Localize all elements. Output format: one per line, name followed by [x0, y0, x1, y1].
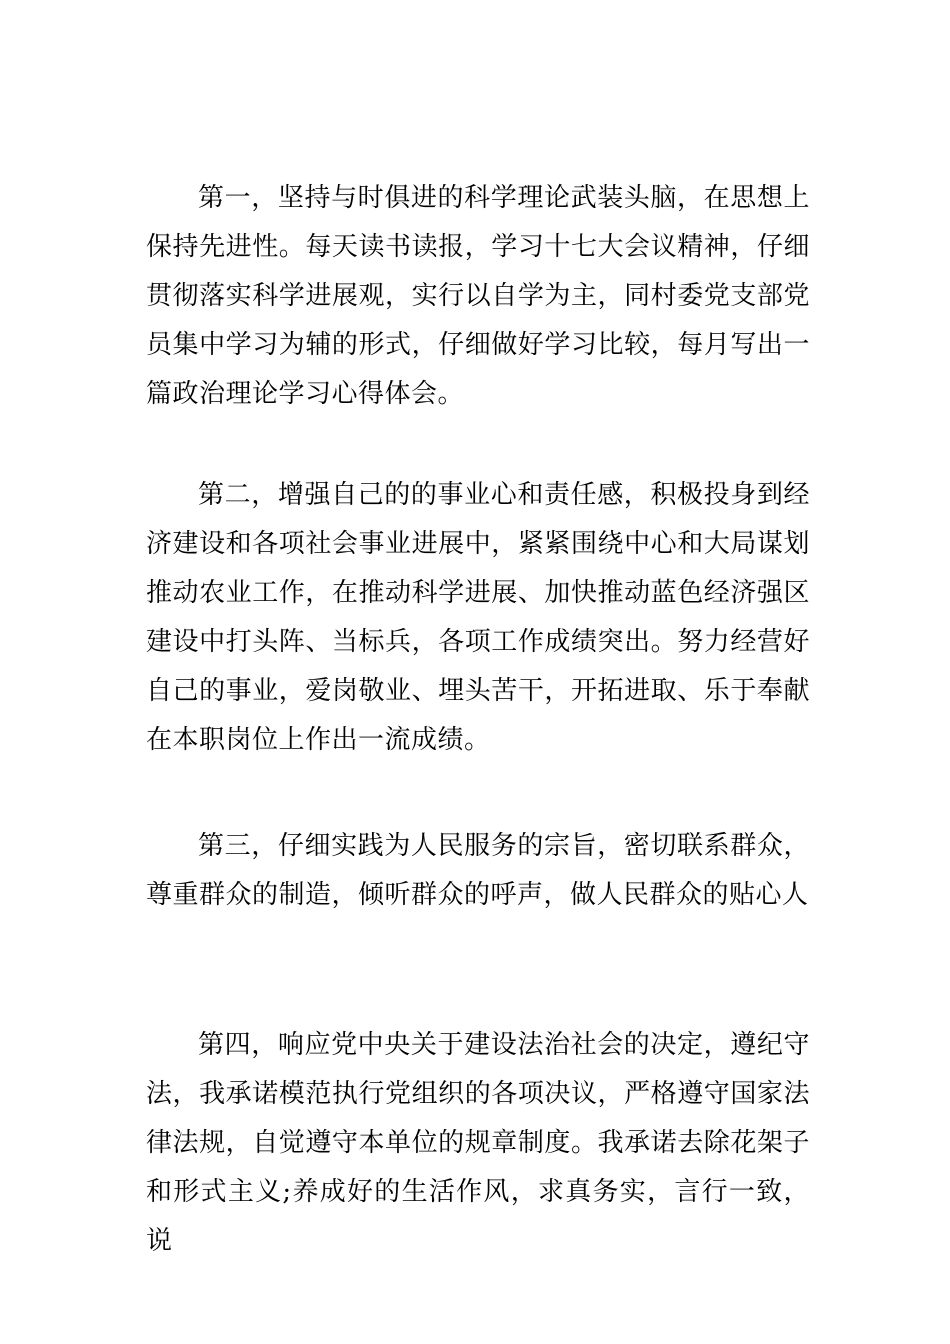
paragraph-1: 第一，坚持与时俱进的科学理论武装头脑，在思想上保持先进性。每天读书读报，学习十七大会议精神，仔细贯彻落实科学进展观，实行以自学为主，同村委党支部党员集中学习为辅的形式，仔细做好学习比较，每月写出一篇政治理论学习心得体会。	[146, 183, 810, 409]
paragraph-3: 第三，仔细实践为人民服务的宗旨，密切联系群众，尊重群众的制造，倾听群众的呼声，做人民群众的贴心人	[146, 831, 810, 910]
paragraph-2: 第二，增强自己的的事业心和责任感，积极投身到经济建设和各项社会事业进展中，紧紧围绕中心和大局谋划推动农业工作，在推动科学进展、加快推动蓝色经济强区建设中打头阵、当标兵，各项工作成绩突出。努力经营好自己的事业，爱岗敬业、埋头苦干，开拓进取、乐于奉献在本职岗位上作出一流成绩。	[146, 480, 810, 755]
paragraph-4: 第四，响应党中央关于建设法治社会的决定，遵纪守法，我承诺模范执行党组织的各项决议，严格遵守国家法律法规，自觉遵守本单位的规章制度。我承诺去除花架子和形式主义;养成好的生活作风，求真务实，言行一致，说	[146, 1030, 810, 1256]
